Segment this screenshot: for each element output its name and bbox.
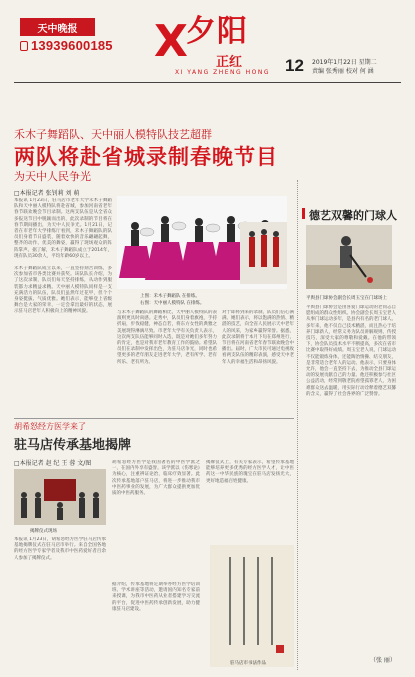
issue-date: 2019年1月22日 星期二 [312,59,377,66]
lead-photo-caption: 上图：禾木子舞蹈队 在排练。 [140,294,200,299]
section-marker [302,208,305,219]
logo-subtitle: 正红 [216,55,243,70]
scroll-caption: 驻马店市书法作品 [230,661,266,666]
model-photo [240,222,287,284]
third-column-1: 本报讯 1月23日，胡希怒经方医学驻马店传承基地揭牌仪式在驻马店市举行。来自全国各地的经方医学专家学者及我市中医药爱好者百余人参加了揭牌仪式。 [14,537,106,561]
side-story-body: 平舆县门球协会是由喜爱门球运动的老同志自愿组成的群众性组织。协会副会长周玉宝老人从事门球运动多年，是县内有名的老门球人。多年来，他不仅自己技术精湛，而且热心于培养门球新人，经常义务为队员讲解规则、传授技巧，深受大家的尊敬和爱戴。在他的带领下，协会队员技术水平不断提高，多次在省市比赛中取得好成绩。周玉宝老人说，门球运动不仅能锻炼身体，还能陶冶情操、结交朋友，是非常适合老年人的运动。他表示，只要身体允许，他会一直坚持下去，为推动全县门球运动的发展贡献自己的力量。他还积极参与社区公益活动，经常到敬老院看望孤寡老人，为困难群众送去温暖，用实际行动诠释着德艺双馨的含义，赢得了社会各界的广泛赞誉。 [306,305,396,397]
ceremony-photo [14,469,106,525]
calligraphy-scroll [210,545,294,667]
logo-title: 夕阳 [186,14,248,49]
masthead-rule [14,82,401,83]
croquet-photo [306,225,392,289]
newspaper-brand: 天中晚报 [20,18,95,36]
column-divider [297,180,298,670]
lead-kicker: 禾木子舞蹈队、天中丽人模特队技艺超群 [14,128,212,141]
hotline-number: 13939600185 [31,38,113,53]
logo-x: X [154,16,188,67]
side-story-title: 德艺双馨的门球人 [309,209,397,222]
lead-subhead: 为天中人民争光 [14,170,91,183]
lead-column-1: 本报讯 1月23日，驻马店市老年大学禾木子舞蹈队和天中丽人模特队将赴省城，参加河南省老年春节联欢晚会节目录制。这两支队伍是从全省众多报送节目中脱颖而出的，此次录制的节目将在春节期间播出，为天中人民争光。1月21日，记者在市老年大学排练厅看到，禾木子舞蹈队的队员们身着节日盛装，随着欢快的音乐翩翩起舞，整齐的动作、优美的舞姿，赢得了现场观众的阵阵掌声。据了解，禾木子舞蹈队成立于2014年，现有队员30余人，平均年龄60岁以上。 [14,198,112,259]
editor-credits: 责编 张秀丽 校对 何 涵 [312,68,374,75]
third-byline: □本报记者 赵 纪 王 蓉 文/图 [14,460,92,467]
third-column-4: 据介绍，传承基地将定期举办经方医学培训班、学术讲座等活动，邀请国内知名专家前来授课，为我市中医药从业者搭建学习交流的平台，促进中医药传承创新发展，助力健康驻马店建设。 [112,582,200,612]
lead-column-2: 禾木子舞蹈队成立以来，一直坚持刻苦训练，多次参加省市各类比赛并获奖。该队队长介绍，为了这次录制，队员们每天坚持排练，从动作到服装都力求精益求精。天中丽人模特队同样是一支充满活力的队伍，队员们虽然年过花甲，但个个身姿挺拔、气质优雅。她们表示，能够登上省级舞台是大家的荣幸，一定会拿出最好的状态，展示驻马店老年人积极向上的精神风貌。 [14,266,112,315]
ceremony-photo-caption: 揭牌仪式现场 [30,529,57,534]
third-kicker: 胡希怒经方医学来了 [14,422,86,431]
page-number: 12 [285,56,304,75]
section-rule [14,418,294,419]
third-column-3: 揭牌仪式上，有关专家表示，希望传承基地能够培养更多优秀的经方医学人才，让中医药这一中华民族的瑰宝在驻马店发扬光大，更好地造福百姓健康。 [206,460,294,484]
side-story-author: （张 丽） [370,657,396,664]
lead-photo-caption-2: 右图：天中丽人模特队 在排练。 [140,301,205,306]
logo-pinyin: XI YANG ZHENG HONG [175,69,270,76]
phone-icon [20,41,28,51]
lead-headline: 两队将赴省城录制春晚节目 [14,145,278,169]
third-column-2: 胡希怒经方医学是我国著名的中医学派之一，在国内外享有盛誉。该学派以《伤寒论》为核心，注重辨证论治，临床疗效显著。此次传承基地落户驻马店，将进一步推动我市中医药事业的发展，为广大群众提供更加优质的中医药服务。 [112,460,200,497]
side-photo-caption: 平舆县门球协会副会长周玉宝在门球场上 [306,296,387,301]
third-headline: 驻马店传承基地揭牌 [14,438,132,453]
lead-column-4: 对于即将到来的录制，队员们信心满满。她们表示，将以饱满的热情、精湛的技艺，向全省人民展示天中老年人的风采，为家乡赢得荣誉。据悉，此次录制将于本月下旬在郑州进行，节目将在河南省老年春节联欢晚会中播出。届时，广大市民可通过电视收看两支队伍的精彩表演，感受天中老年人的幸福生活和昂扬风貌。 [222,310,294,365]
lead-byline: □本报记者 张钊莉 刘 萌 [14,190,80,197]
lead-column-3: 与禾木子舞蹈队的舞蹈相比，天中丽人模特队的表演则更具时尚感。走秀中，队员们身着旗袍，手持折扇，步伐稳健，神态自若，将东方女性的典雅之美展现得淋漓尽致。市老年大学有关负责人表示，这次两支队伍能够同时入选，既是对她们多年努力的肯定，也是对我市老年教育工作的鼓励。希望队员们在录制中发挥出色，为驻马店争光，同时也希望更多的老年朋友走进老年大学，老有所学、老有所乐、老有所为。 [117,310,217,365]
